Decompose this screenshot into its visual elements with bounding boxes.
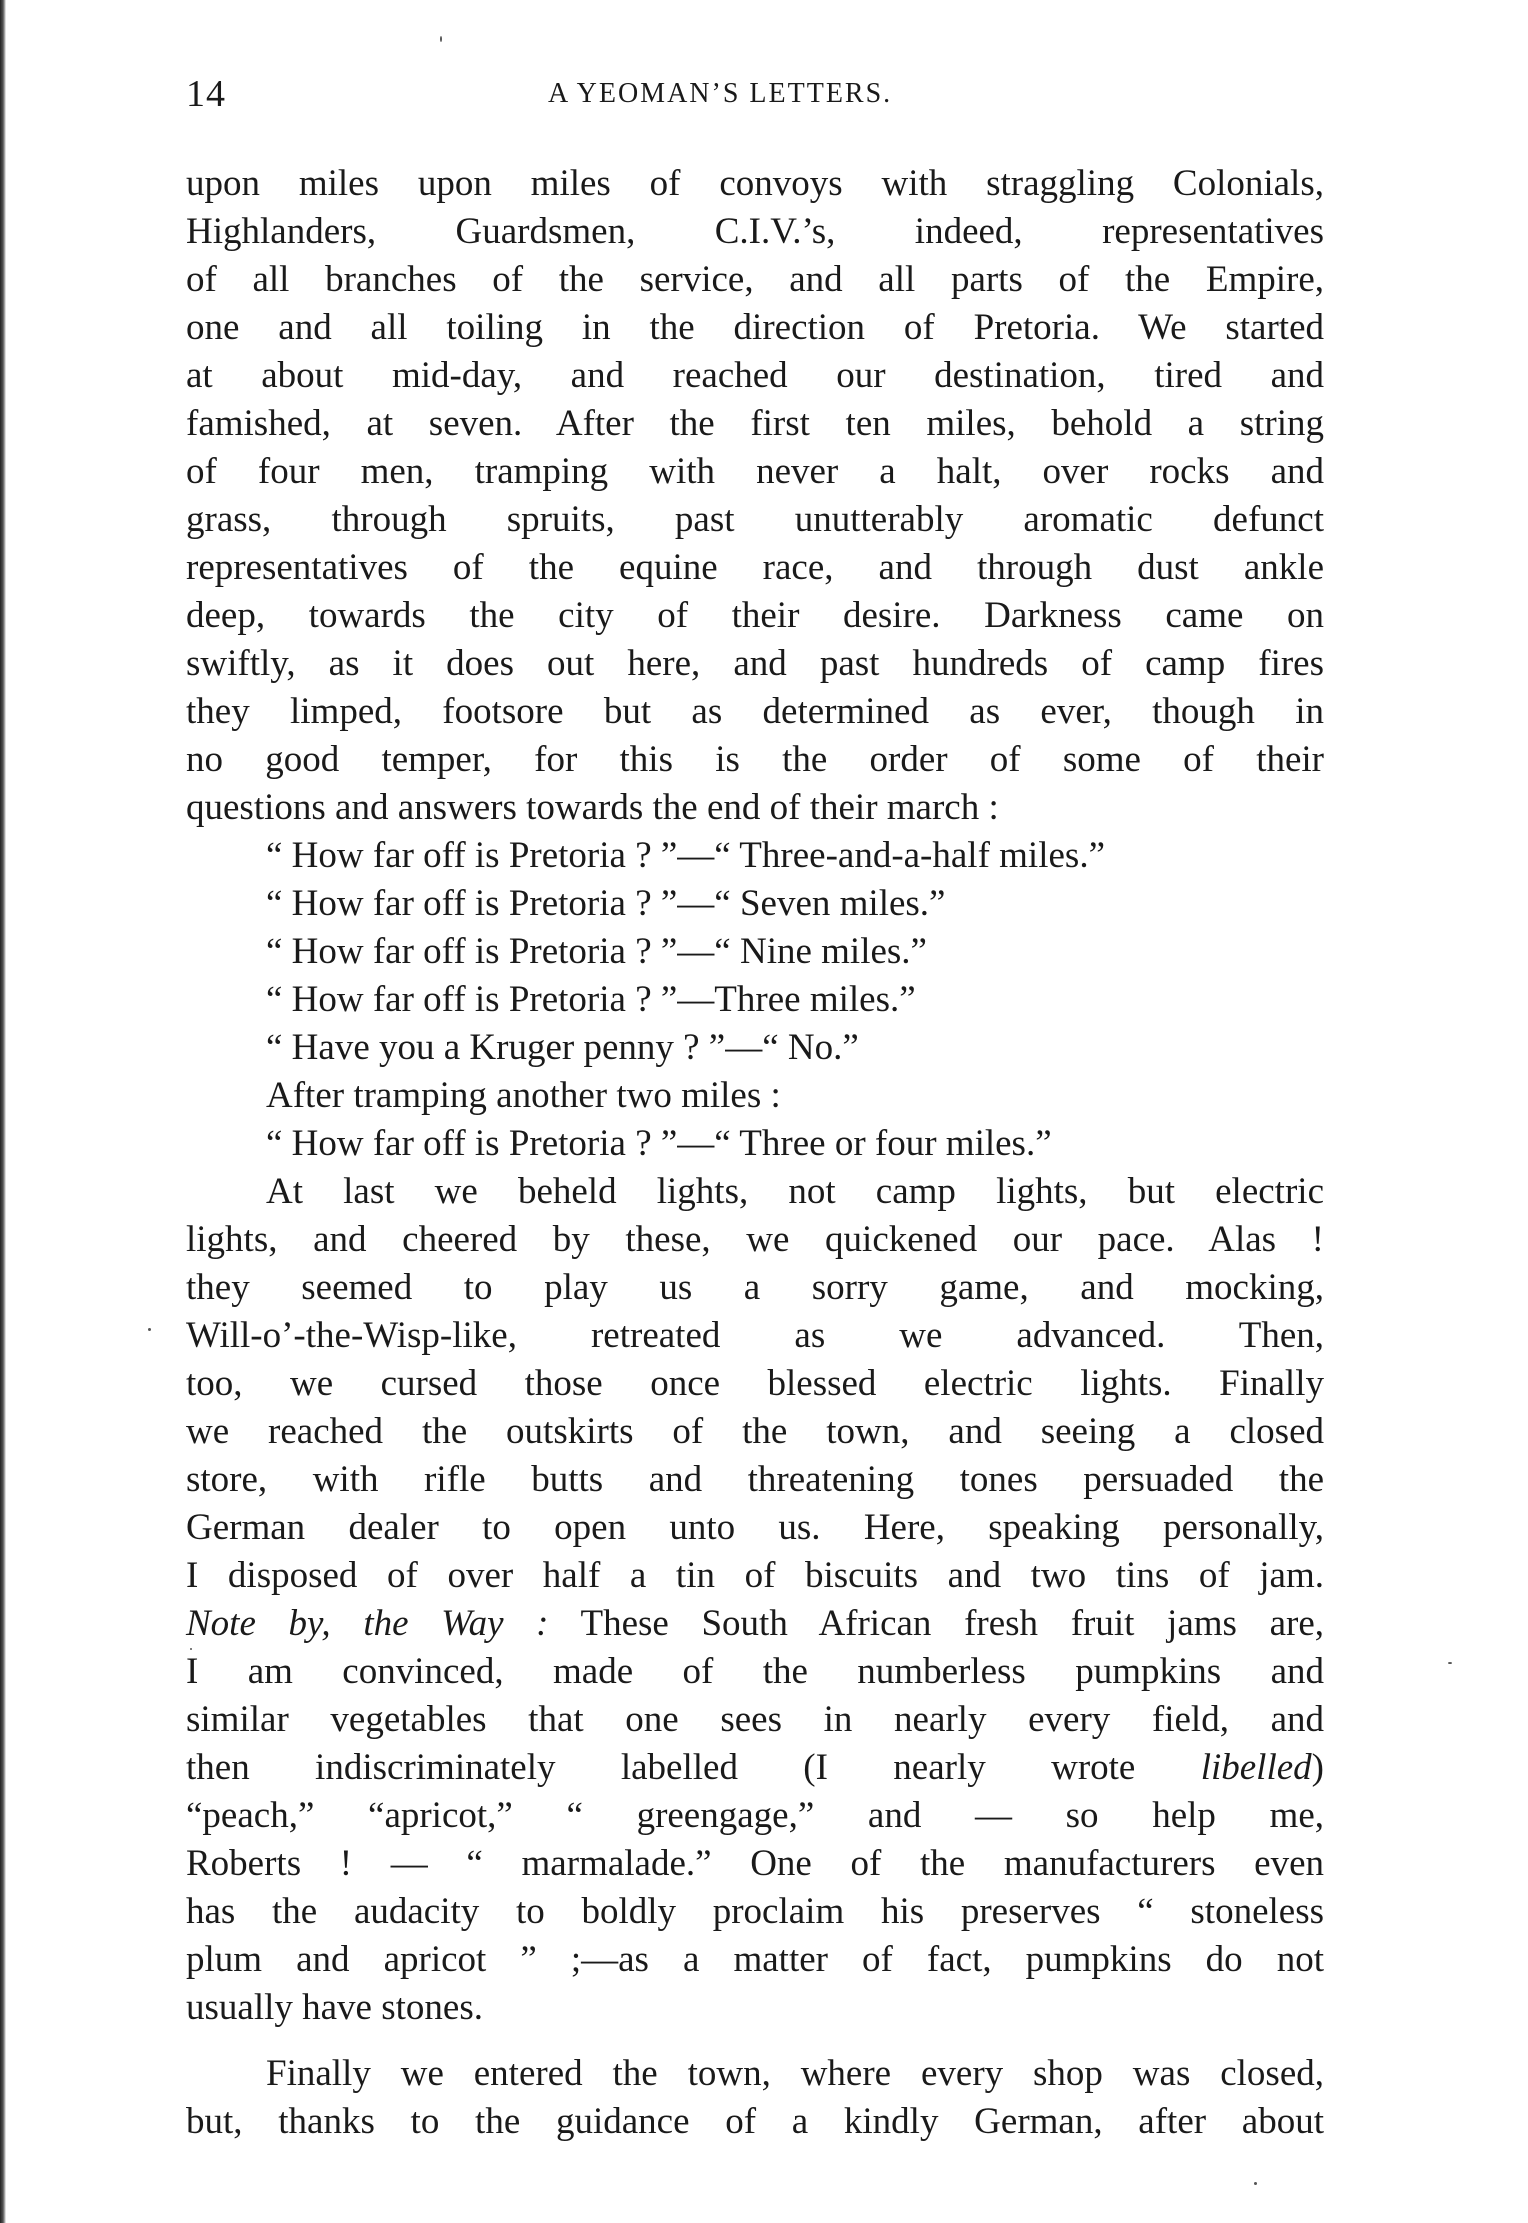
- text-line: too, we cursed those once blessed electric lights. Finally: [186, 1363, 1324, 1404]
- text-line: I disposed of over half a tin of biscuits and two tins of jam.: [186, 1555, 1324, 1596]
- text-line: I am convinced, made of the numberless pumpkins and: [186, 1651, 1324, 1692]
- text-line: representatives of the equine race, and through dust ankle: [186, 547, 1324, 588]
- libelled-prefix: then indiscriminately labelled (I nearly wrote: [186, 1747, 1201, 1788]
- text-line: “peach,” “apricot,” “ greengage,” and — so help me,: [186, 1795, 1324, 1836]
- text-line: store, with rifle butts and threatening tones persuaded the: [186, 1459, 1324, 1500]
- dialogue-line: “ How far off is Pretoria ? ”—“ Seven miles.”: [266, 883, 946, 924]
- paragraph-gap: [186, 2032, 1324, 2050]
- text-line: grass, through spruits, past unutterably aromatic defunct: [186, 499, 1324, 540]
- dialogue-line: “ How far off is Pretoria ? ”—“ Three or four miles.”: [266, 1123, 1052, 1164]
- note-label: Note by, the Way :: [186, 1603, 549, 1644]
- text-line: questions and answers towards the end of their march :: [186, 787, 999, 828]
- text-line: of all branches of the service, and all parts of the Empire,: [186, 259, 1324, 300]
- text-line-libelled: [186, 1744, 1324, 1792]
- text-line: we reached the outskirts of the town, and seeing a closed: [186, 1411, 1324, 1452]
- text-line: Will-o’-the-Wisp-like, retreated as we advanced. Then,: [186, 1315, 1324, 1356]
- text-line: Finally we entered the town, where every shop was closed,: [266, 2053, 1324, 2094]
- text-line: upon miles upon miles of convoys with straggling Colonials,: [186, 163, 1324, 204]
- dialogue-line: “ Have you a Kruger penny ? ”—“ No.”: [266, 1027, 859, 1068]
- paper-speck: [190, 1648, 192, 1650]
- note-text: These South African fresh fruit jams are,: [548, 1603, 1324, 1644]
- text-line: at about mid-day, and reached our destination, tired and: [186, 355, 1324, 396]
- page-binding-edge: [0, 0, 6, 2223]
- text-line: they seemed to play us a sorry game, and mocking,: [186, 1267, 1324, 1308]
- text-line: usually have stones.: [186, 1987, 483, 2028]
- libelled-word: libelled: [1200, 1747, 1312, 1788]
- text-line-note: [186, 1600, 1324, 1648]
- text-line: but, thanks to the guidance of a kindly German, after about: [186, 2101, 1324, 2142]
- text-line: plum and apricot ” ;—as a matter of fact, pumpkins do not: [186, 1939, 1324, 1980]
- text-line: they limped, footsore but as determined as ever, though in: [186, 691, 1324, 732]
- text-line: swiftly, as it does out here, and past hundreds of camp fires: [186, 643, 1324, 684]
- text-line: famished, at seven. After the first ten miles, behold a string: [186, 403, 1324, 444]
- running-header: [0, 72, 1528, 122]
- text-line: one and all toiling in the direction of Pretoria. We started: [186, 307, 1324, 348]
- text-line: has the audacity to boldly proclaim his preserves “ stoneless: [186, 1891, 1324, 1932]
- dialogue-block: [186, 832, 1324, 1168]
- text-line: deep, towards the city of their desire. Darkness came on: [186, 595, 1324, 636]
- running-title: A YEOMAN’S LETTERS.: [548, 78, 893, 109]
- paper-speck: [1448, 1662, 1452, 1664]
- text-line: lights, and cheered by these, we quickened our pace. Alas !: [186, 1219, 1324, 1260]
- text-line: Highlanders, Guardsmen, C.I.V.’s, indeed, representatives: [186, 211, 1324, 252]
- text-line: of four men, tramping with never a halt, over rocks and: [186, 451, 1324, 492]
- dialogue-line: “ How far off is Pretoria ? ”—“ Three-and-a-half miles.”: [266, 835, 1105, 876]
- text-line: similar vegetables that one sees in nearly every field, and: [186, 1699, 1324, 1740]
- libelled-suffix: ): [1311, 1747, 1324, 1788]
- paragraph-electric-lights: [186, 1168, 1324, 2032]
- dialogue-line: After tramping another two miles :: [266, 1075, 781, 1116]
- text-line: Roberts ! — “ marmalade.” One of the manufacturers even: [186, 1843, 1324, 1884]
- page-number: 14: [186, 73, 226, 115]
- dialogue-line: “ How far off is Pretoria ? ”—Three miles.”: [266, 979, 916, 1020]
- text-line: German dealer to open unto us. Here, speaking personally,: [186, 1507, 1324, 1548]
- paper-speck: [440, 36, 442, 42]
- body-text: [186, 160, 1324, 2146]
- text-line: At last we beheld lights, not camp lights, but electric: [266, 1171, 1324, 1212]
- dialogue-line: “ How far off is Pretoria ? ”—“ Nine miles.”: [266, 931, 927, 972]
- text-line: no good temper, for this is the order of some of their: [186, 739, 1324, 780]
- paragraph-convoys: [186, 160, 1324, 832]
- paper-speck: [1254, 2182, 1257, 2185]
- paragraph-entered-town: [186, 2050, 1324, 2146]
- paper-speck: [148, 1328, 151, 1331]
